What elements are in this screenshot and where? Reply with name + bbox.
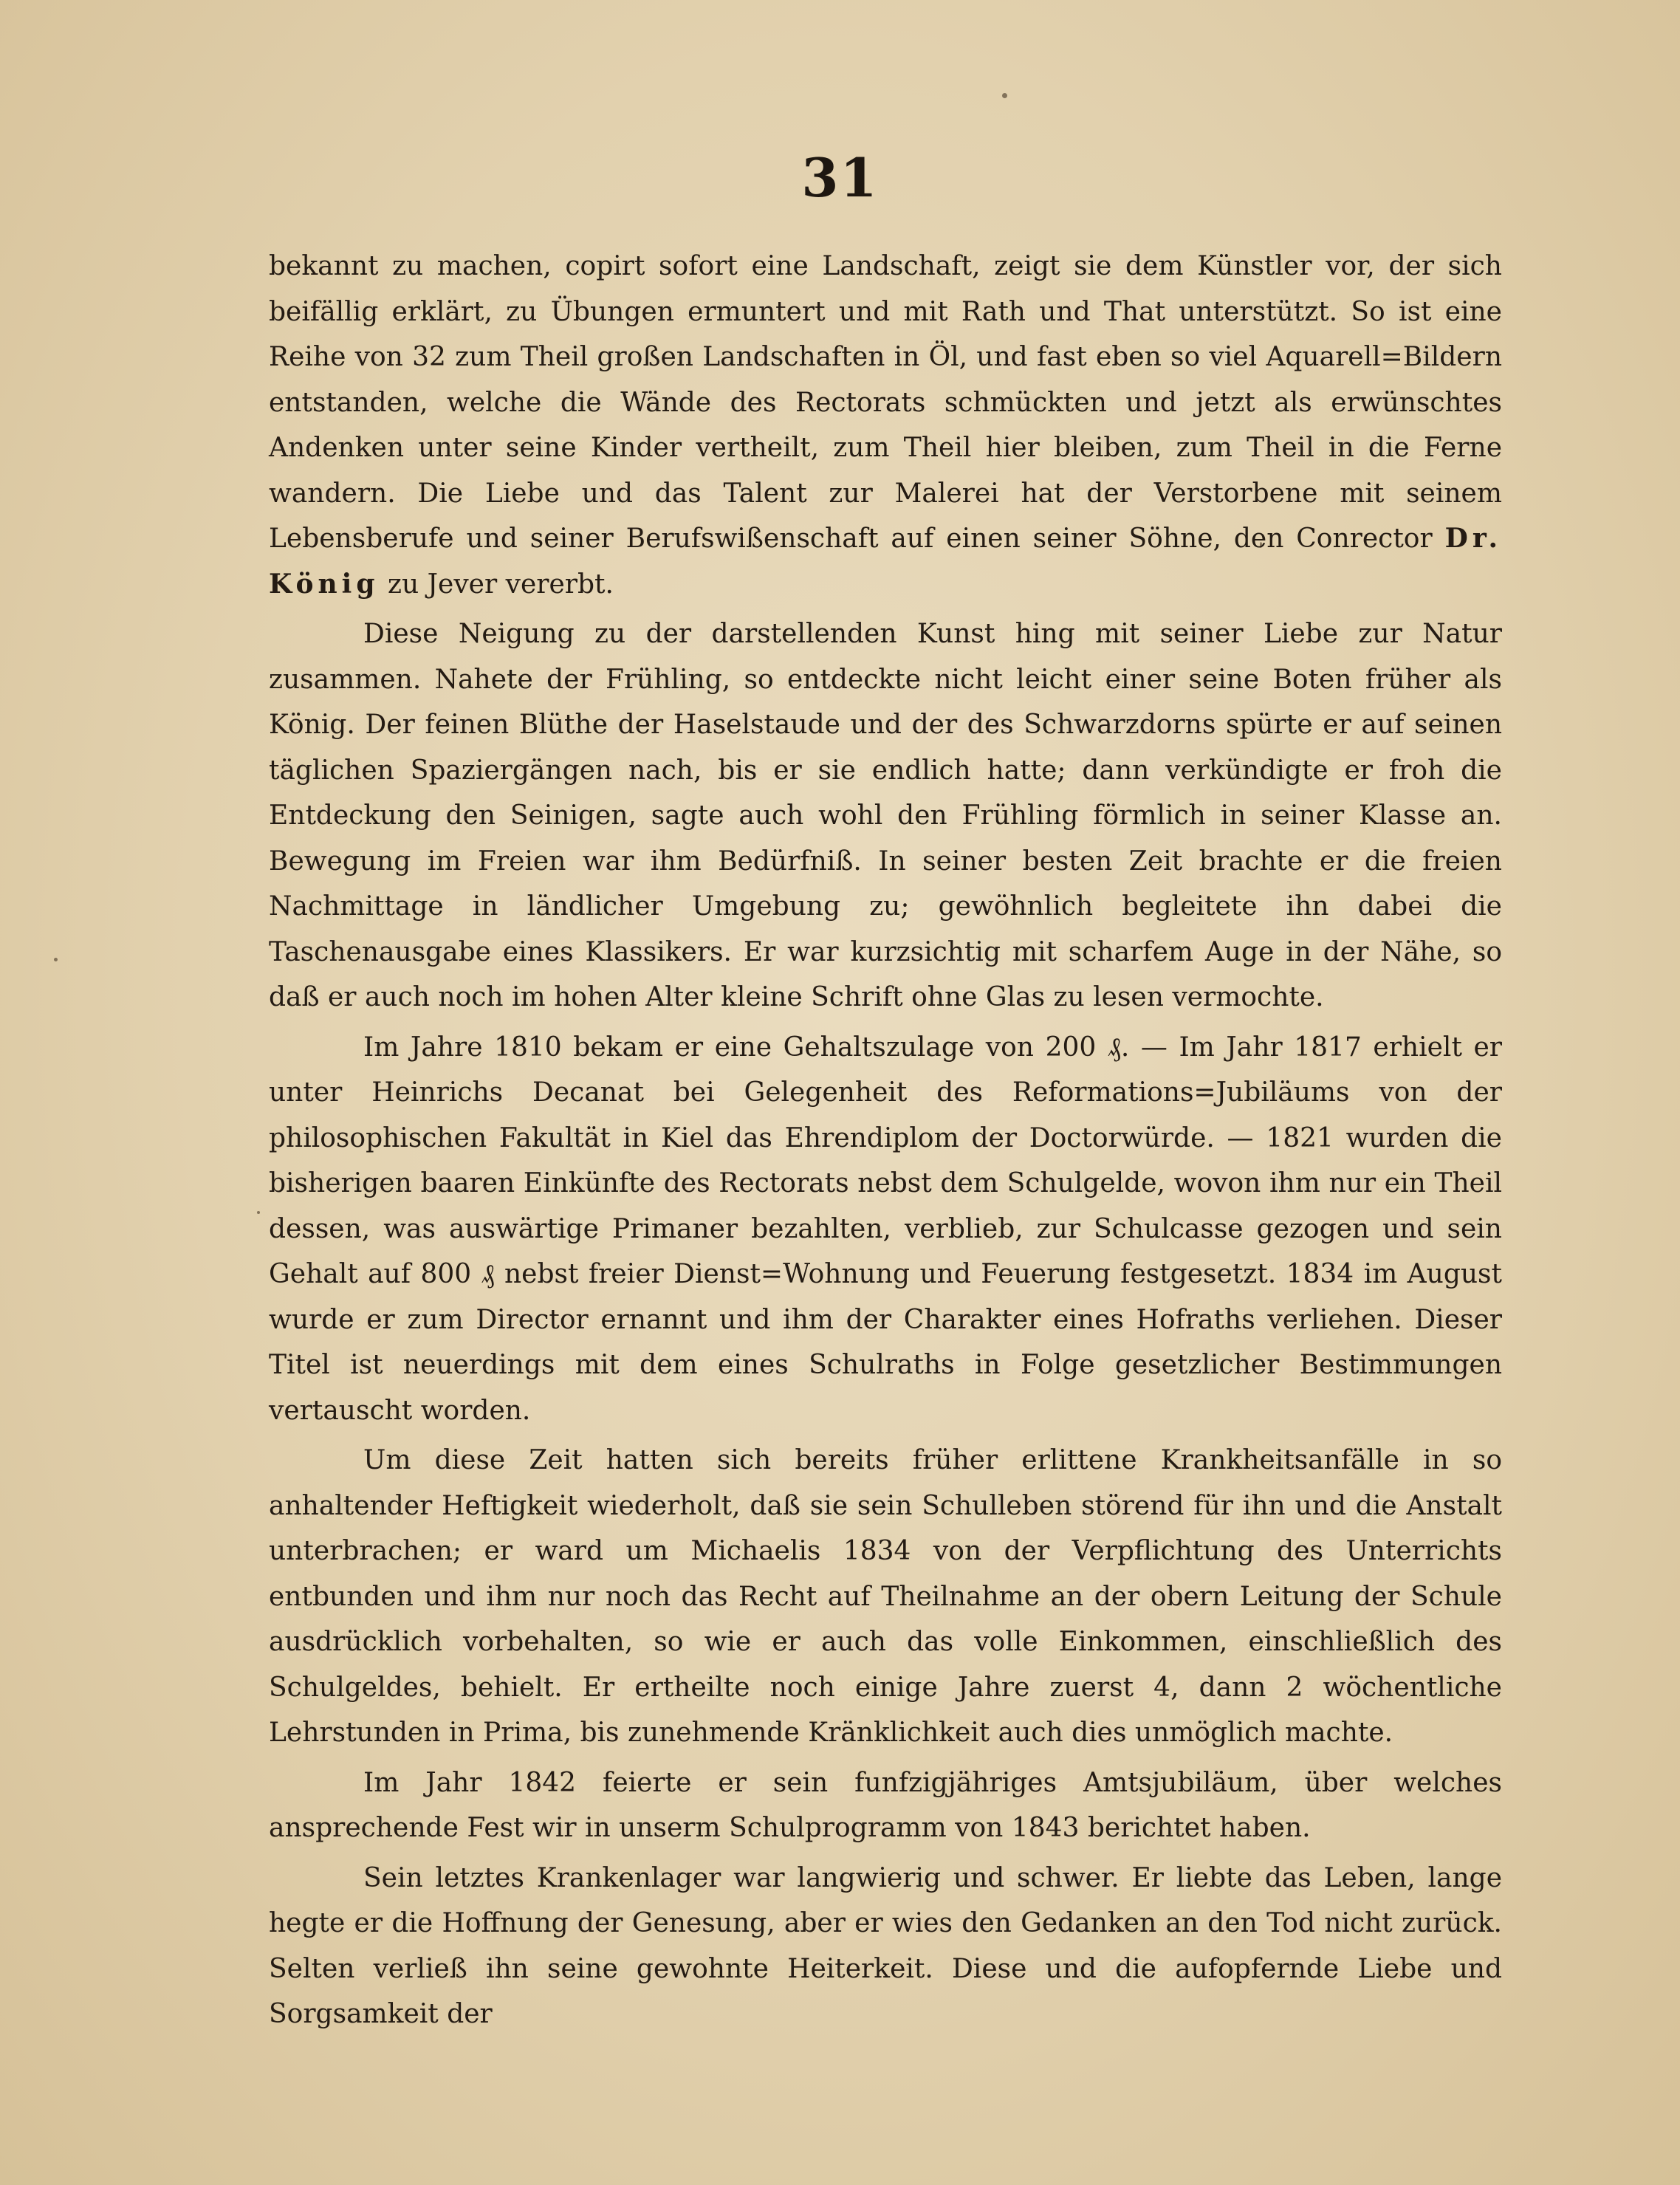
paragraph-1 xyxy=(269,244,1502,607)
person-name-dr-koenig: Dr. König xyxy=(269,523,1503,600)
paragraph-1-text: bekannt zu machen, copirt sofort eine Landschaft, zeigt sie dem Künstler vor, der sich beifällig erklärt, zu Übungen ermuntert und mit Rath und That unterstützt. So ist eine Reihe von 32 zum Theil großen Landschaften in Öl, und fast eben so viel Aquarell=Bildern entstanden, welche die Wände des Rectorats schmückten und jetzt als erwünschtes Andenken unter seine Kinder vertheilt, zum Theil hier bleiben, zum Theil in die Ferne wandern. Die Liebe und das Talent zur Malerei hat der Verstorbene mit seinem Lebensberufe und seiner Berufswißenschaft auf einen seiner Söhne, den Conrector xyxy=(269,251,1502,554)
paper-speck xyxy=(54,958,58,961)
paragraph-4: Um diese Zeit hatten sich bereits früher erlittene Krankheitsanfälle in so anhaltender Heftigkeit wiederholt, daß sie sein Schulleben störend für ihn und die Anstalt unterbrachen; er ward um Michaelis 1834 von der Verpflichtung des Unterrichts entbunden und ihm nur noch das Recht auf Theilnahme an der obern Leitung der Schule ausdrücklich vorbehalten, so wie er auch das volle Einkommen, einschließlich des Schulgeldes, behielt. Er ertheilte noch einige Jahre zuerst 4, dann 2 wöchentliche Lehrstunden in Prima, bis zunehmende Kränklichkeit auch dies unmöglich machte. xyxy=(269,1445,1502,1748)
body-text xyxy=(269,244,1502,2037)
paragraph-5: Im Jahr 1842 feierte er sein funfzigjähriges Amtsjubiläum, über welches ansprechende Fest wir in unserm Schulprogramm von 1843 berichtet haben. xyxy=(269,1767,1502,1843)
paragraph-6: Sein letztes Krankenlager war langwierig und schwer. Er liebte das Leben, lange hegte er die Hoffnung der Genesung, aber er wies den Gedanken an den Tod nicht zurück. Selten verließ ihn seine gewohnte Heiterkeit. Diese und die aufopfernde Liebe und Sorgsamkeit der xyxy=(269,1862,1502,2029)
paragraph-3: Im Jahre 1810 bekam er eine Gehaltszulage von 200 ₰. — Im Jahr 1817 erhielt er unter Heinrichs Decanat bei Gelegenheit des Reformations=Jubiläums von der philosophischen Fakultät in Kiel das Ehrendiplom der Doctorwürde. — 1821 wurden die bisherigen baaren Einkünfte des Rectorats nebst dem Schulgelde, wovon ihm nur ein Theil dessen, was auswärtige Primaner bezahlten, verblieb, zur Schulcasse gezogen und sein Gehalt auf 800 ₰ nebst freier Dienst=Wohnung und Feuerung festgesetzt. 1834 im August wurde er zum Director ernannt und ihm der Charakter eines Hofraths verliehen. Dieser Titel ist neuerdings mit dem eines Schulraths in Folge gesetzlicher Bestimmungen vertauscht worden. xyxy=(269,1032,1502,1426)
paper-speck xyxy=(257,1211,260,1214)
paper-speck xyxy=(1002,93,1007,98)
paragraph-2: Diese Neigung zu der darstellenden Kunst hing mit seiner Liebe zur Natur zusammen. Nahete der Frühling, so entdeckte nicht leicht einer seine Boten früher als König. Der feinen Blüthe der Haselstaude und der des Schwarzdorns spürte er auf seinen täglichen Spaziergängen nach, bis er sie endlich hatte; dann verkündigte er froh die Entdeckung den Seinigen, sagte auch wohl den Frühling förmlich in seiner Klasse an. Bewegung im Freien war ihm Bedürfniß. In seiner besten Zeit brachte er die freien Nachmittage in ländlicher Umgebung zu; gewöhnlich begleitete ihn dabei die Taschenausgabe eines Klassikers. Er war kurzsichtig mit scharfem Auge in der Nähe, so daß er auch noch im hohen Alter kleine Schrift ohne Glas zu lesen vermochte. xyxy=(269,619,1502,1012)
paragraph-1-tail: zu Jever vererbt. xyxy=(387,569,614,600)
page-number: 31 xyxy=(801,146,879,209)
